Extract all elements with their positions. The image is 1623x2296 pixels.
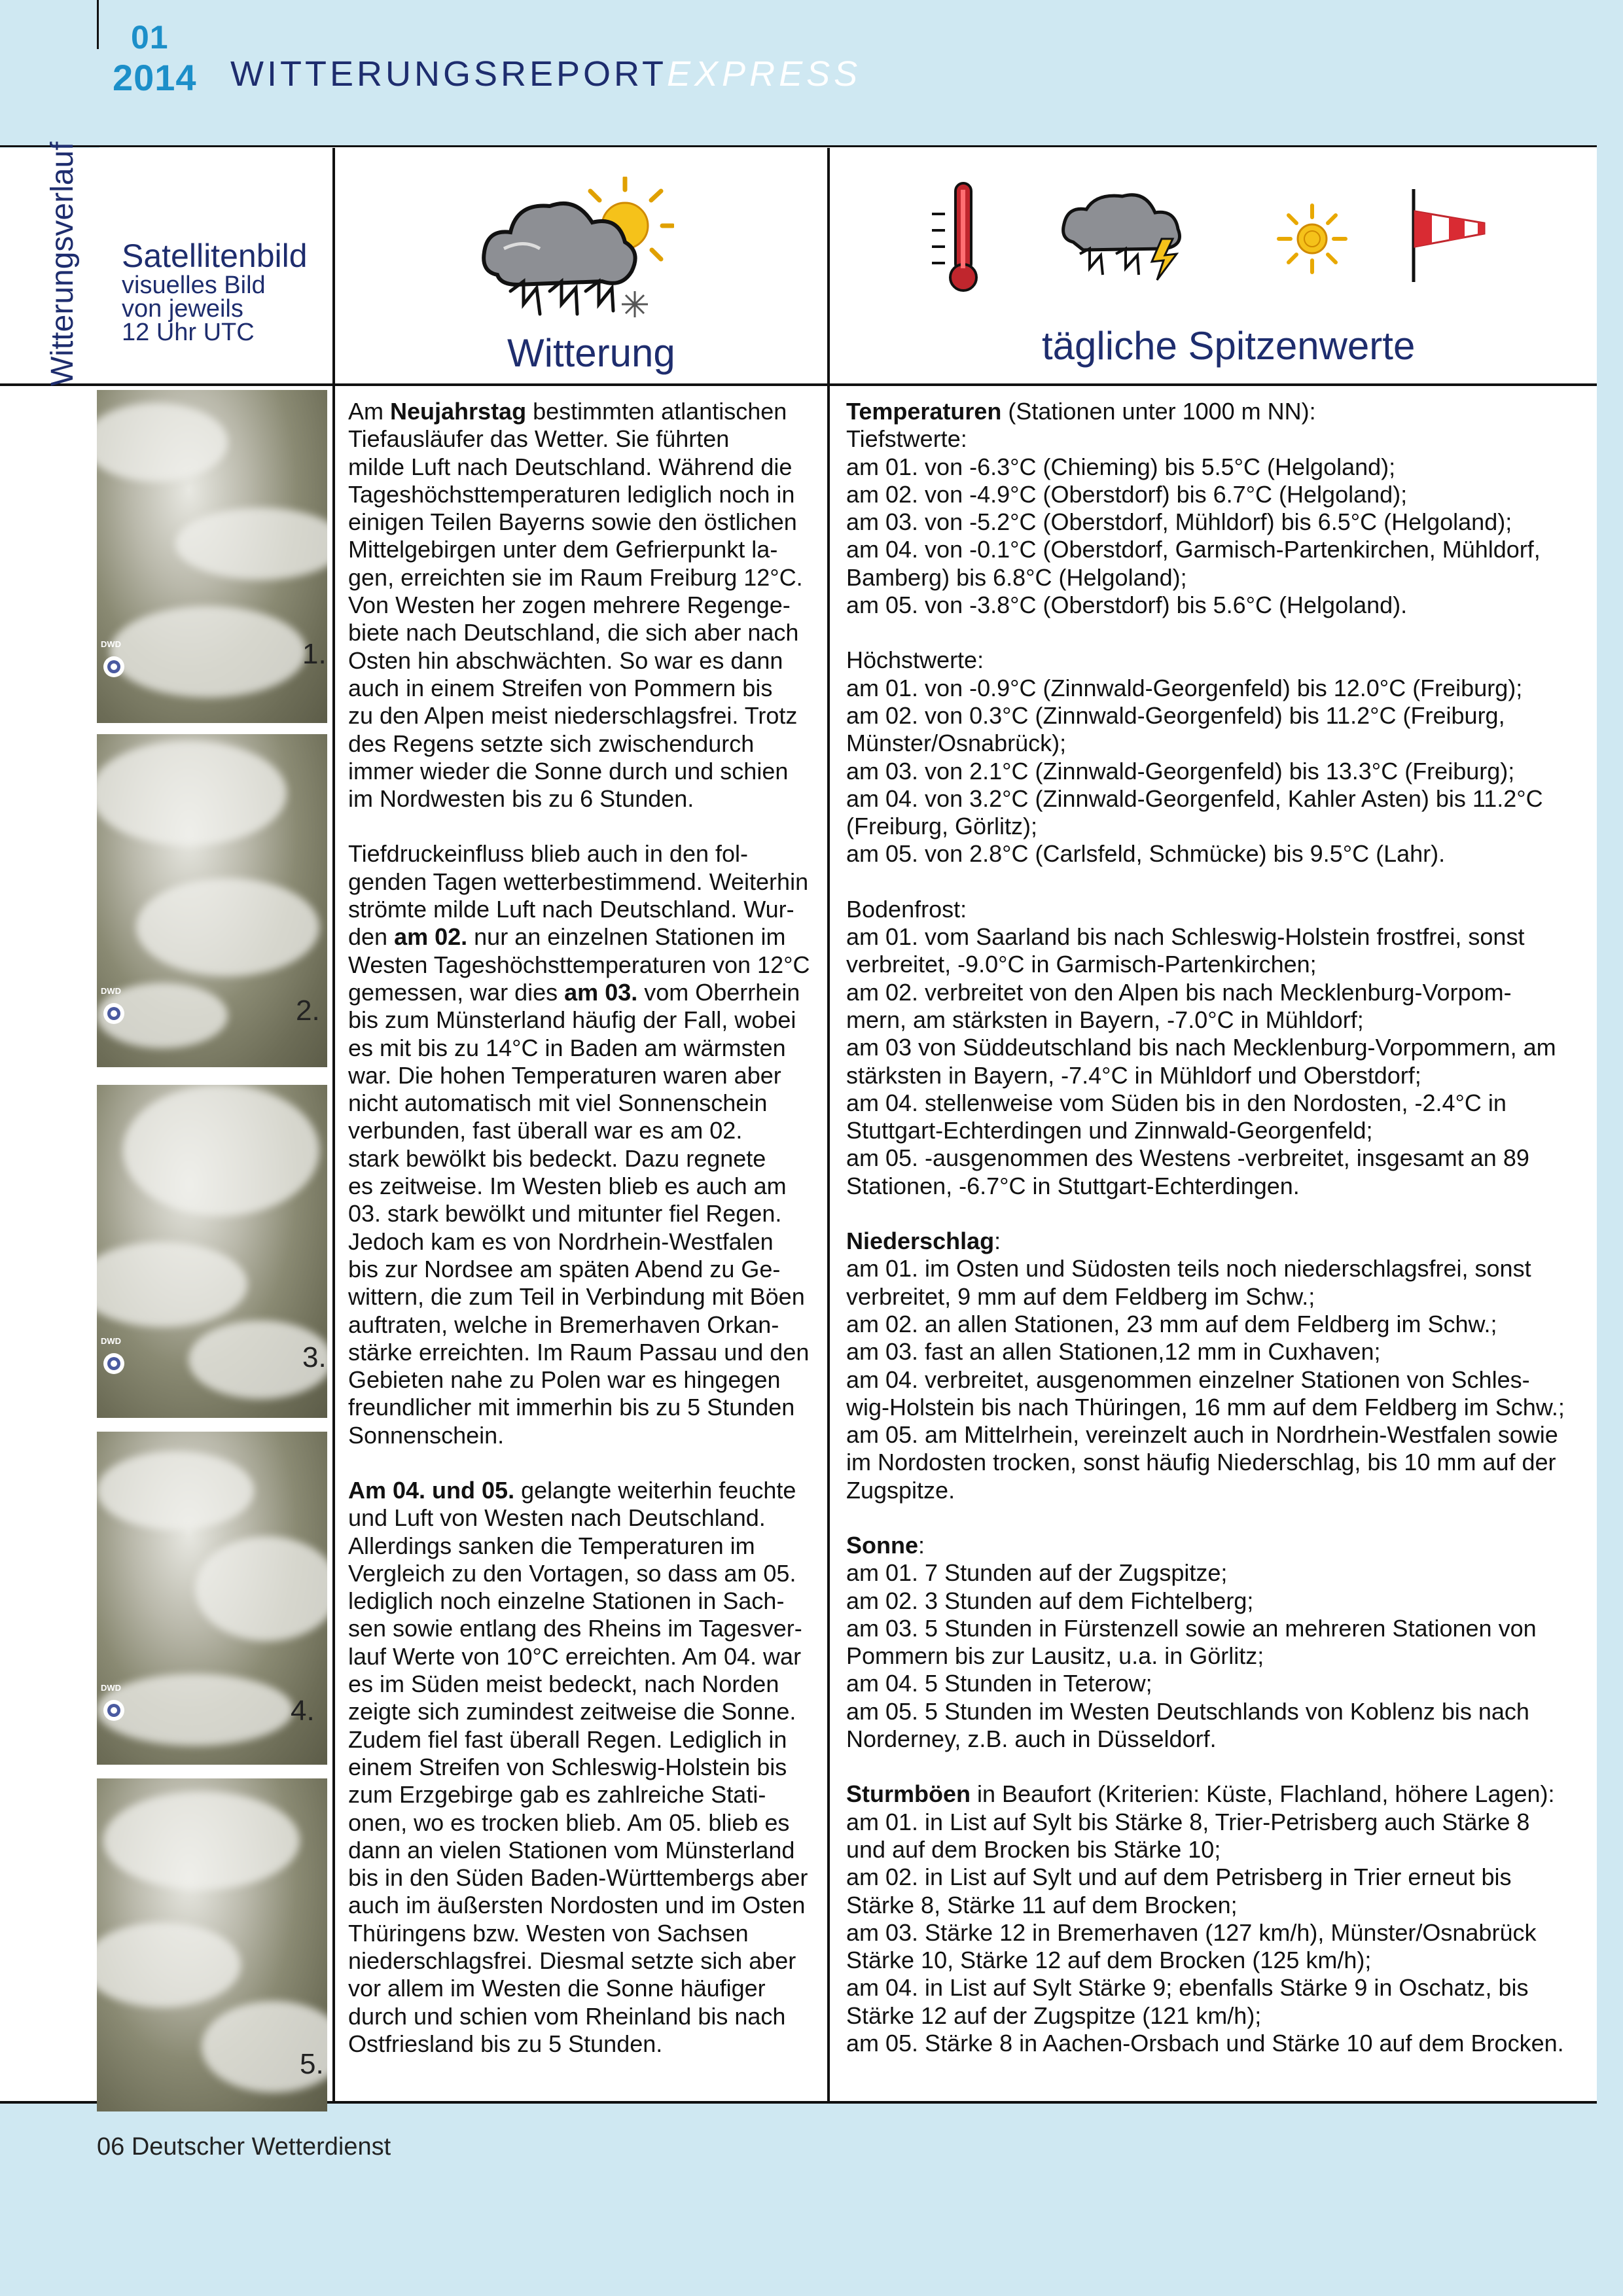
text-line: verbunden, fast überall war es am 02. xyxy=(348,1117,743,1144)
text-line: Temperaturen (Stationen unter 1000 m NN): xyxy=(846,398,1316,425)
text-line: verbreitet, -9.0°C in Garmisch-Partenkirchen; xyxy=(846,951,1317,978)
thunderstorm-icon xyxy=(1060,190,1191,281)
header-bottom-rule xyxy=(0,383,1597,386)
dwd-logo xyxy=(99,638,131,684)
text-line: am 03. von -5.2°C (Oberstdorf, Mühldorf) bis 6.5°C (Helgoland); xyxy=(846,508,1512,536)
text-line: am 02. in List auf Sylt und auf dem Petrisberg in Trier erneut bis xyxy=(846,1863,1512,1891)
text-line: und Luft von Westen nach Deutschland. xyxy=(348,1504,766,1532)
text-line: Vergleich zu den Vortagen, so dass am 05. xyxy=(348,1559,796,1587)
sunshine-icon xyxy=(1276,203,1348,275)
weather-text xyxy=(348,398,821,2085)
text-line: Stärke 12 auf der Zugspitze (121 km/h); xyxy=(846,2002,1262,2029)
text-line: am 01. von -6.3°C (Chieming) bis 5.5°C (Helgoland); xyxy=(846,453,1396,480)
ground-frost-section xyxy=(846,896,1586,1200)
text-line: mern, am stärksten in Bayern, -7.0°C in Mühldorf; xyxy=(846,1006,1364,1033)
text-line: lauf Werte von 10°C erreichten. Am 04. war xyxy=(348,1642,802,1670)
text-line: es mit bis zu 14°C in Baden am wärmsten xyxy=(348,1034,786,1061)
text-line: am 01. von -0.9°C (Zinnwald-Georgenfeld) bis 12.0°C (Freiburg); xyxy=(846,674,1523,701)
text-line: verbreitet, 9 mm auf dem Feldberg im Schw.; xyxy=(846,1282,1315,1310)
satellite-number: 3. xyxy=(302,1341,327,1373)
text-line: genden Tagen wetterbestimmend. Weiterhin xyxy=(348,868,809,895)
text-line: Von Westen her zogen mehrere Regenge- xyxy=(348,592,791,619)
text-line: am 02. von -4.9°C (Oberstdorf) bis 6.7°C (Helgoland); xyxy=(846,480,1408,508)
text-line: am 05. -ausgenommen des Westens -verbreitet, insgesamt an 89 xyxy=(846,1144,1529,1172)
text-line: am 04. von -0.1°C (Oberstdorf, Garmisch-Partenkirchen, Mühldorf, xyxy=(846,536,1541,563)
svg-text:DWD: DWD xyxy=(101,639,122,649)
precipitation-section xyxy=(846,1227,1586,1504)
satellite-number: 4. xyxy=(291,1695,315,1727)
satellite-desc-line: 12 Uhr UTC xyxy=(122,319,255,346)
svg-text:DWD: DWD xyxy=(101,1683,122,1693)
text-line: am 01. in List auf Sylt bis Stärke 8, Trier-Petrisberg auch Stärke 8 xyxy=(846,1808,1530,1835)
text-line: Zugspitze. xyxy=(846,1476,955,1504)
text-line: am 05. von 2.8°C (Carlsfeld, Schmücke) bis 9.5°C (Lahr). xyxy=(846,840,1446,868)
satellite-image-2 xyxy=(97,734,327,1067)
text-line: Stärke 10, Stärke 12 auf dem Brocken (125 km/h); xyxy=(846,1947,1372,1974)
thermometer-icon xyxy=(929,178,988,296)
report-title-suffix: EXPRESS xyxy=(667,54,862,94)
text-line: am 01. im Osten und Südosten teils noch niederschlagsfrei, sonst xyxy=(846,1255,1531,1282)
text-line: dann an vielen Stationen vom Münsterland xyxy=(348,1836,795,1863)
text-line: (Freiburg, Görlitz); xyxy=(846,813,1038,840)
text-line: am 05. von -3.8°C (Oberstdorf) bis 5.6°C (Helgoland). xyxy=(846,592,1408,619)
text-line: auch im äußersten Nordosten und im Osten xyxy=(348,1892,806,1919)
text-line: Pommern bis zur Lausitz, u.a. in Görlitz; xyxy=(846,1642,1264,1670)
text-line: zeigte sich zumindest zeitweise die Sonne. xyxy=(348,1698,796,1725)
text-line: Niederschlag: xyxy=(846,1227,1001,1255)
peaks-heading: tägliche Spitzenwerte xyxy=(1042,324,1416,368)
text-line: Mittelgebirgen unter dem Gefrierpunkt la- xyxy=(348,536,778,563)
satellite-number: 5. xyxy=(300,2048,324,2080)
text-line: stärke erreichten. Im Raum Passau und den xyxy=(348,1338,810,1366)
text-line: stärksten in Bayern, -7.4°C in Mühldorf und Oberstdorf; xyxy=(846,1061,1421,1089)
text-line: Norderney, z.B. auch in Düsseldorf. xyxy=(846,1725,1217,1753)
text-line: Bodenfrost: xyxy=(846,895,967,923)
satellite-image-3 xyxy=(97,1085,327,1418)
snowflake-icon xyxy=(622,291,648,317)
text-line: Münster/Osnabrück); xyxy=(846,730,1067,757)
text-line: Jedoch kam es von Nordrhein-Westfalen xyxy=(348,1227,774,1255)
text-line: Westen Tageshöchsttemperaturen von 12°C xyxy=(348,951,810,978)
text-line: Stuttgart-Echterdingen und Zinnwald-Georgenfeld; xyxy=(846,1117,1373,1144)
text-line: stark bewölkt bis bedeckt. Dazu regnete xyxy=(348,1144,766,1172)
text-line: Tageshöchsttemperaturen lediglich noch in xyxy=(348,480,795,508)
text-line: und auf dem Brocken bis Stärke 10; xyxy=(846,1835,1221,1863)
issue-month: 01 xyxy=(131,19,169,56)
gusts-section xyxy=(846,1780,1586,2057)
text-line: am 04. von 3.2°C (Zinnwald-Georgenfeld, Kahler Asten) bis 11.2°C xyxy=(846,785,1543,812)
text-line: am 03. Stärke 12 in Bremerhaven (127 km/h), Münster/Osnabrück xyxy=(846,1918,1537,1946)
text-line: milde Luft nach Deutschland. Während die xyxy=(348,453,793,480)
text-line: am 04. verbreitet, ausgenommen einzelner Stationen von Schles- xyxy=(846,1366,1530,1393)
header-rule xyxy=(0,145,1597,147)
text-line: Tiefdruckeinfluss blieb auch in den fol- xyxy=(348,840,748,868)
text-line: wig-Holstein bis nach Thüringen, 16 mm auf dem Feldberg im Schw.; xyxy=(846,1393,1565,1421)
satellite-desc-line: visuelles Bild xyxy=(122,272,266,299)
satellite-description xyxy=(122,274,338,344)
text-line: am 05. 5 Stunden im Westen Deutschlands von Koblenz bis nach xyxy=(846,1697,1529,1725)
text-line: Ostfriesland bis zu 5 Stunden. xyxy=(348,2030,663,2057)
peaks-text xyxy=(846,398,1586,2085)
text-line: zum Erzgebirge gab es zahlreiche Stati- xyxy=(348,1781,766,1809)
text-line: biete nach Deutschland, die sich aber nach xyxy=(348,619,799,646)
dwd-logo xyxy=(99,1335,131,1381)
text-line: gen, erreichten sie im Raum Freiburg 12°C. xyxy=(348,563,803,591)
text-line: auch in einem Streifen von Pommern bis xyxy=(348,674,773,701)
text-line: am 01. 7 Stunden auf der Zugspitze; xyxy=(846,1559,1228,1587)
text-line: den am 02. nur an einzelnen Stationen im xyxy=(348,923,786,951)
text-line: am 01. vom Saarland bis nach Schleswig-Holstein frostfrei, sonst xyxy=(846,923,1525,951)
text-line: im Nordwesten bis zu 6 Stunden. xyxy=(348,785,694,813)
sunshine-section xyxy=(846,1532,1586,1753)
issue-year: 2014 xyxy=(113,57,197,98)
text-line: Sonne: xyxy=(846,1531,925,1559)
text-line: Am Neujahrstag bestimmten atlantischen xyxy=(348,398,787,425)
text-line: am 03. 5 Stunden in Fürstenzell sowie an mehreren Stationen von xyxy=(846,1614,1537,1642)
text-line: Allerdings sanken die Temperaturen im xyxy=(348,1532,755,1559)
weather-paragraph-1 xyxy=(348,398,821,813)
text-line: am 04. 5 Stunden in Teterow; xyxy=(846,1670,1152,1697)
report-title-main: WITTERUNGSREPORT xyxy=(230,54,668,94)
satellite-title: Satellitenbild xyxy=(122,238,308,274)
text-line: am 02. verbreitet von den Alpen bis nach Mecklenburg-Vorpom- xyxy=(846,978,1512,1006)
text-line: auftraten, welche in Bremerhaven Orkan- xyxy=(348,1311,779,1338)
text-line: onen, wo es trocken blieb. Am 05. blieb es xyxy=(348,1809,790,1836)
svg-text:DWD: DWD xyxy=(101,1336,122,1346)
text-line: Sturmböen in Beaufort (Kriterien: Küste, Flachland, höhere Lagen): xyxy=(846,1780,1555,1808)
text-line: bis zum Münsterland häufig der Fall, wobei xyxy=(348,1006,796,1034)
text-line: sen sowie entlang des Rheins im Tagesver- xyxy=(348,1615,802,1642)
weather-heading: Witterung xyxy=(507,331,675,375)
text-line: Höchstwerte: xyxy=(846,646,984,674)
text-line: am 02. 3 Stunden auf dem Fichtelberg; xyxy=(846,1587,1254,1614)
text-line: am 03. fast an allen Stationen,12 mm in Cuxhaven; xyxy=(846,1338,1381,1366)
text-line: 03. stark bewölkt und mitunter fiel Regen. xyxy=(348,1200,782,1227)
text-line: bis in den Süden Baden-Württembergs aber xyxy=(348,1864,808,1892)
right-margin-band xyxy=(1597,0,1623,2296)
text-line: niederschlagsfrei. Diesmal setzte sich aber xyxy=(348,1947,796,1975)
text-line: Tiefstwerte: xyxy=(846,425,967,453)
text-line: Zudem fiel fast überall Regen. Lediglich in xyxy=(348,1725,787,1753)
text-line: am 05. Stärke 8 in Aachen-Orsbach und Stärke 10 auf dem Brocken. xyxy=(846,2030,1564,2057)
text-line: Gebieten nahe zu Polen war es hingegen xyxy=(348,1366,781,1394)
temperature-section xyxy=(846,398,1586,619)
text-line: des Regens setzte sich zwischendurch xyxy=(348,730,755,757)
text-line: strömte milde Luft nach Deutschland. Wur- xyxy=(348,896,794,923)
satellite-image-5 xyxy=(97,1778,327,2111)
text-line: im Nordosten trocken, sonst häufig Niederschlag, bis 10 mm auf der xyxy=(846,1449,1556,1476)
text-line: freundlicher mit immerhin bis zu 5 Stunden xyxy=(348,1394,795,1421)
text-line: Sonnenschein. xyxy=(348,1421,505,1449)
report-title xyxy=(230,54,861,94)
satellite-number: 1. xyxy=(302,638,327,670)
text-line: Bamberg) bis 6.8°C (Helgoland); xyxy=(846,563,1187,591)
satellite-number: 2. xyxy=(296,995,320,1027)
footer-band xyxy=(0,2102,1597,2296)
page-footer: 06 Deutscher Wetterdienst xyxy=(97,2133,391,2161)
text-line: am 05. am Mittelrhein, vereinzelt auch in Nordrhein-Westfalen sowie xyxy=(846,1421,1558,1449)
weather-paragraph-2 xyxy=(348,840,821,1449)
header-left-tick xyxy=(97,0,99,49)
text-line: lediglich noch einzelne Stationen in Sach- xyxy=(348,1587,785,1615)
text-line: wittern, die zum Teil in Verbindung mit Böen xyxy=(348,1283,805,1311)
text-line: Am 04. und 05. gelangte weiterhin feuchte xyxy=(348,1476,796,1504)
text-line: am 03. von 2.1°C (Zinnwald-Georgenfeld) bis 13.3°C (Freiburg); xyxy=(846,757,1515,785)
dwd-logo xyxy=(99,1682,131,1727)
text-line: einigen Teilen Bayerns sowie den östlichen xyxy=(348,508,797,536)
text-line: am 04. stellenweise vom Süden bis in den Nordosten, -2.4°C in xyxy=(846,1089,1507,1116)
divider-weather xyxy=(827,148,830,2102)
text-line: vor allem im Westen die Sonne häufiger xyxy=(348,1975,766,2002)
satellite-image-1 xyxy=(97,390,327,723)
text-line: Tiefausläufer das Wetter. Sie führten xyxy=(348,425,730,453)
dwd-logo xyxy=(99,985,131,1031)
text-line: am 02. von 0.3°C (Zinnwald-Georgenfeld) bis 11.2°C (Freiburg, xyxy=(846,701,1505,729)
max-temperature-section xyxy=(846,646,1586,868)
text-line: Thüringens bzw. Westen von Sachsen xyxy=(348,1919,749,1947)
svg-text:DWD: DWD xyxy=(101,986,122,996)
text-line: es zeitweise. Im Westen blieb es auch am xyxy=(348,1173,787,1200)
weather-paragraph-3 xyxy=(348,1477,821,2058)
satellite-desc-line: von jeweils xyxy=(122,295,243,323)
text-line: war. Die hohen Temperaturen waren aber xyxy=(348,1061,781,1089)
text-line: gemessen, war dies am 03. vom Oberrhein xyxy=(348,978,800,1006)
text-line: Stärke 8, Stärke 11 auf dem Brocken; xyxy=(846,1891,1238,1918)
windsock-icon xyxy=(1407,186,1492,285)
text-line: immer wieder die Sonne durch und schien xyxy=(348,757,789,785)
text-line: Osten hin abschwächten. So war es dann xyxy=(348,646,783,674)
text-line: durch und schien vom Rheinland bis nach xyxy=(348,2002,786,2030)
divider-satellite xyxy=(332,148,335,2102)
text-line: am 03 von Süddeutschland bis nach Mecklenburg-Vorpommern, am xyxy=(846,1034,1556,1061)
side-label: Witterungsverlauf xyxy=(45,141,80,386)
text-line: bis zur Nordsee am späten Abend zu Ge- xyxy=(348,1255,781,1282)
text-line: zu den Alpen meist niederschlagsfrei. Trotz xyxy=(348,702,798,730)
text-line: es im Süden meist bedeckt, nach Norden xyxy=(348,1670,779,1698)
text-line: am 02. an allen Stationen, 23 mm auf dem Feldberg im Schw.; xyxy=(846,1310,1497,1337)
text-line: am 04. in List auf Sylt Stärke 9; ebenfalls Stärke 9 in Oschatz, bis xyxy=(846,1974,1529,2002)
weather-cloud-sun-icon xyxy=(478,177,674,334)
text-line: nicht automatisch mit viel Sonnenschein xyxy=(348,1089,768,1117)
text-line: Stationen, -6.7°C in Stuttgart-Echterdingen. xyxy=(846,1172,1300,1199)
text-line: einem Streifen von Schleswig-Holstein bis xyxy=(348,1753,787,1780)
